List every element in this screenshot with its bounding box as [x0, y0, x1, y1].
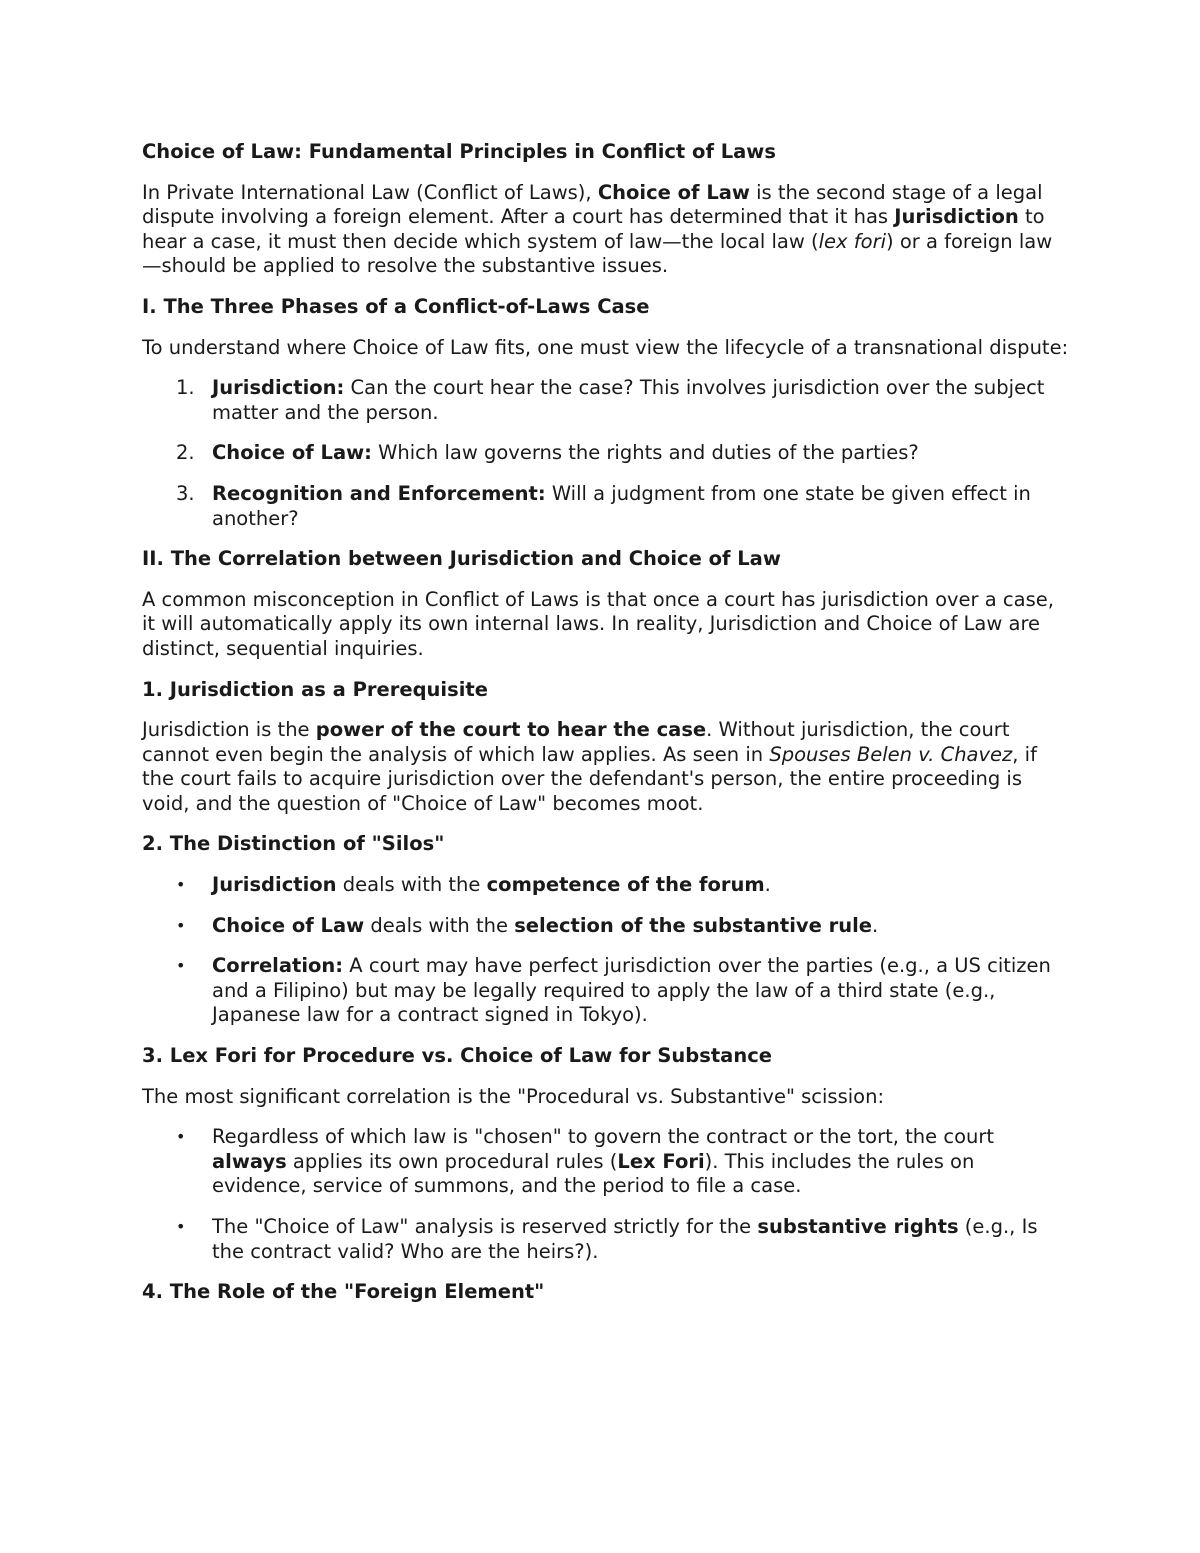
- paragraph-bold: power of the court to hear the case: [315, 718, 707, 742]
- list-item-label: Choice of Law:: [212, 441, 372, 465]
- subsection-1-paragraph: [142, 718, 1072, 816]
- phases-list: [142, 376, 1072, 531]
- list-item-bold: Correlation:: [212, 954, 344, 978]
- list-item-text: A court may have perfect jurisdiction over the parties (e.g., a US citizen and a Filipino) but may be legally required to apply the law of a third state (e.g., Japanese law for a contract signed in Tokyo).: [212, 954, 1051, 1027]
- subsection-3-paragraph: The most significant correlation is the "Procedural vs. Substantive" scission:: [142, 1084, 885, 1108]
- list-item-bold: substantive rights: [757, 1215, 959, 1238]
- list-item-text: Can the court hear the case? This involves jurisdiction over the subject matter and the person.: [212, 376, 1045, 424]
- list-item: [142, 376, 1072, 425]
- case-citation-italic: Spouses Belen v. Chavez: [769, 742, 1013, 766]
- list-number: 2.: [176, 441, 195, 465]
- list-item-bold: Choice of Law: [212, 913, 365, 937]
- list-number: 3.: [176, 481, 195, 505]
- bullet-icon: •: [176, 1127, 186, 1147]
- section-2-heading: II. The Correlation between Jurisdiction and Choice of Law: [142, 547, 781, 571]
- list-item-text: .: [764, 873, 771, 897]
- subsection-4-heading: 4. The Role of the "Foreign Element": [142, 1280, 545, 1304]
- paragraph-text: , if the court fails to acquire jurisdiction over the defendant's person, the entire proceeding is void, and the question of "Choice of Law" becomes moot.: [142, 742, 1037, 815]
- list-item: [142, 441, 1072, 466]
- list-number: 1.: [176, 376, 195, 400]
- intro-bold-choice-of-law: Choice of Law: [597, 180, 750, 204]
- paragraph-text: Jurisdiction is the: [142, 718, 316, 742]
- list-item-bold: always: [212, 1149, 287, 1173]
- list-item-text: deals with the: [336, 873, 487, 897]
- list-item-bold: competence of the forum: [486, 873, 765, 897]
- list-item-bold: Jurisdiction: [212, 873, 337, 897]
- intro-text: is the second stage of a legal dispute involving a foreign element. After a court has determined that it has: [142, 180, 1043, 229]
- list-item-text: ). This includes the rules on evidence, service of summons, and the period to file a case.: [212, 1149, 975, 1198]
- list-item-text: .: [872, 913, 879, 937]
- subsection-3-heading: 3. Lex Fori for Procedure vs. Choice of Law for Substance: [142, 1044, 772, 1068]
- list-item-bold: Lex Fori: [617, 1149, 705, 1173]
- list-item-label: Jurisdiction:: [212, 376, 345, 400]
- intro-text: to hear a case, it must then decide which system of law—the local law (: [142, 205, 1045, 253]
- intro-text: ) or a foreign law —should be applied to resolve the substantive issues.: [142, 229, 1053, 278]
- list-item: [142, 1215, 1072, 1264]
- list-item-text: (e.g., Is the contract valid? Who are the heirs?).: [212, 1215, 1038, 1263]
- subsection-2-heading: 2. The Distinction of "Silos": [142, 832, 445, 856]
- list-item: [142, 954, 1072, 1028]
- section-2-paragraph: A common misconception in Conflict of Laws is that once a court has jurisdiction over a case, it will automatically apply its own internal laws. In reality, Jurisdiction and Choice of Law are distinct, sequential inquiries.: [142, 587, 1054, 660]
- intro-text: In Private International Law (Conflict of Laws),: [142, 180, 598, 204]
- list-item-text: Which law governs the rights and duties of the parties?: [371, 441, 919, 465]
- intro-bold-jurisdiction: Jurisdiction: [894, 205, 1019, 229]
- paragraph-text: . Without jurisdiction, the court cannot even begin the analysis of which law applies. As seen in: [142, 718, 1010, 766]
- list-item-bold: selection of the substantive rule: [514, 913, 873, 937]
- intro-paragraph: [142, 181, 1072, 279]
- bullet-icon: •: [176, 956, 186, 976]
- bullet-icon: •: [176, 875, 186, 895]
- bullet-icon: •: [176, 915, 186, 935]
- bullet-icon: •: [176, 1217, 186, 1236]
- procedure-substance-list: [142, 1125, 1072, 1264]
- list-item: [142, 482, 1072, 531]
- list-item: [142, 914, 1072, 939]
- section-1-paragraph: To understand where Choice of Law fits, one must view the lifecycle of a transnational dispute:: [142, 335, 1069, 359]
- list-item-text: Will a judgment from one state be given effect in another?: [212, 481, 1031, 530]
- silos-list: [142, 873, 1072, 1028]
- subsection-1-heading: 1. Jurisdiction as a Prerequisite: [142, 677, 488, 701]
- document-page: [142, 136, 1072, 1321]
- list-item: [142, 873, 1072, 898]
- intro-italic-lex-fori: lex fori: [818, 229, 887, 253]
- list-item: [142, 1125, 1072, 1199]
- section-1-heading: I. The Three Phases of a Conflict-of-Laws Case: [142, 294, 650, 318]
- list-item-text: applies its own procedural rules (: [286, 1149, 618, 1173]
- list-item-text: deals with the: [364, 913, 515, 937]
- list-item-text: The "Choice of Law" analysis is reserved strictly for the: [212, 1215, 758, 1238]
- list-item-text: Regardless of which law is "chosen" to govern the contract or the tort, the court: [212, 1125, 995, 1149]
- list-item-label: Recognition and Enforcement:: [212, 481, 546, 505]
- document-title: Choice of Law: Fundamental Principles in Conflict of Laws: [142, 140, 776, 163]
